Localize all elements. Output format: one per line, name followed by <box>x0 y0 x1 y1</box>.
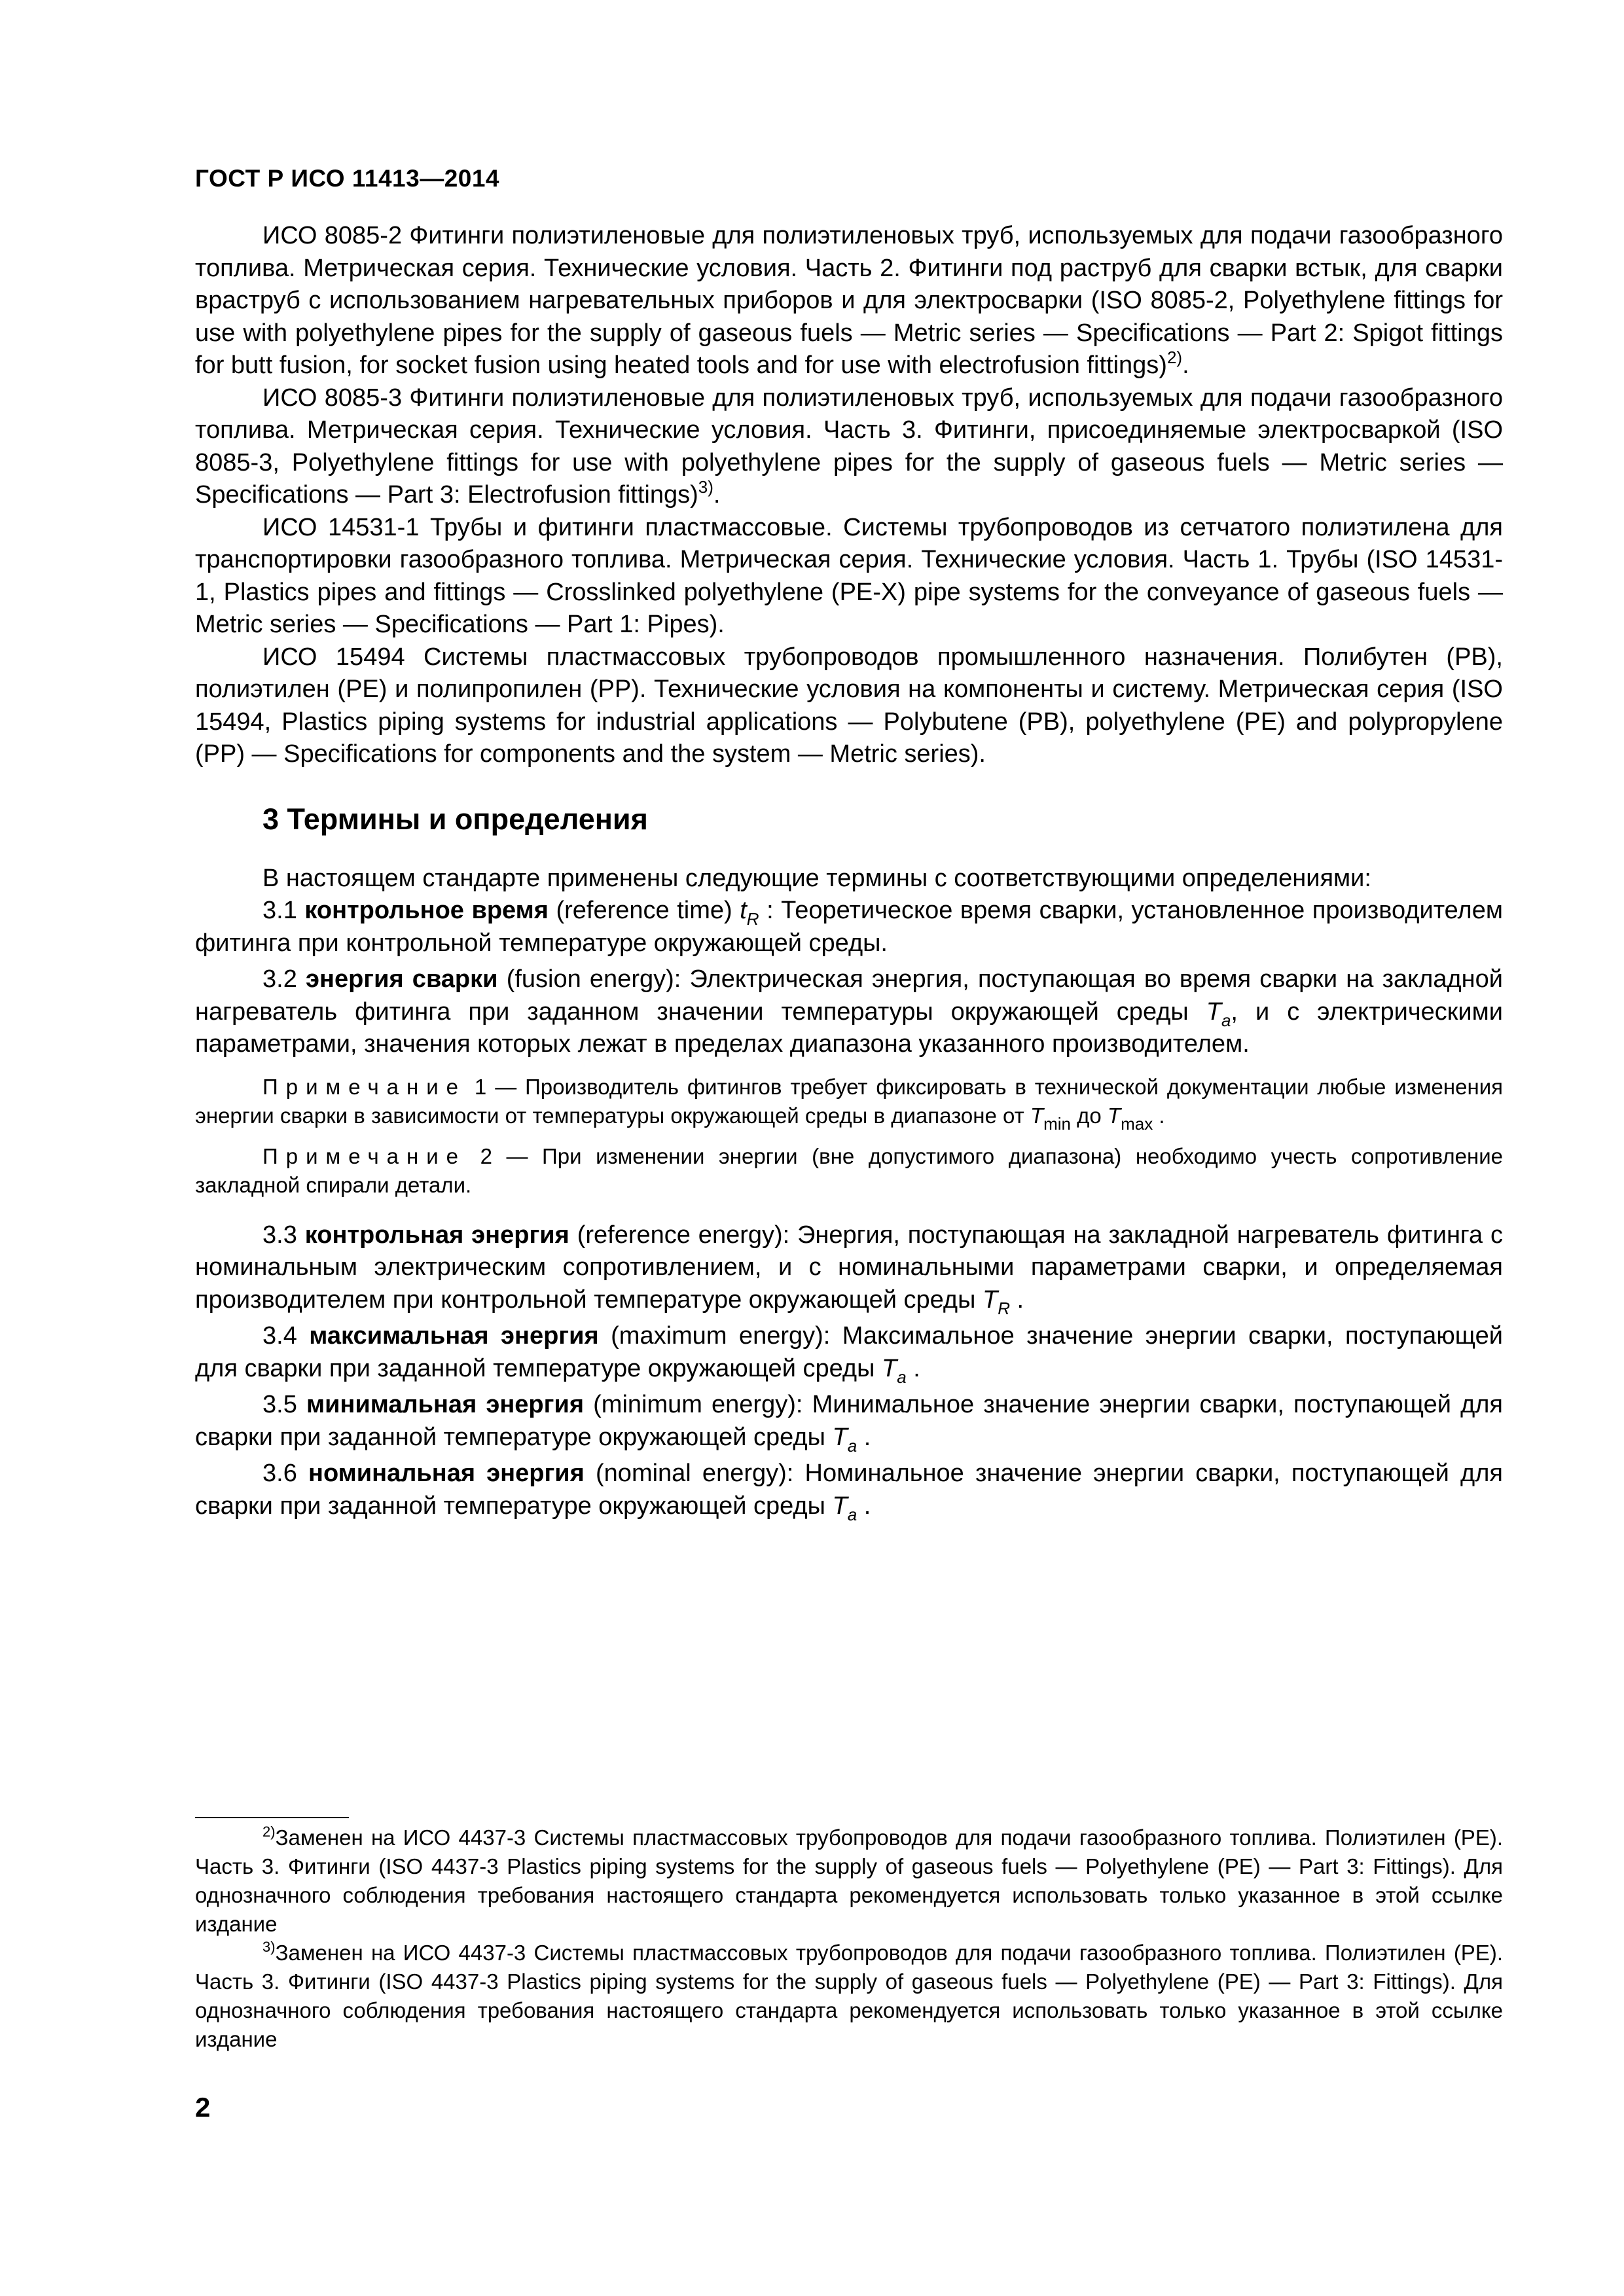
punctuation: . <box>913 1354 920 1382</box>
term-definition: : Электрическая энергия, поступающая во время сварки на закладной нагреватель фитинга при заданном значении температуры окружающей среды <box>195 965 1504 1026</box>
term-name: минимальная энергия <box>306 1391 585 1418</box>
term-number: 3.3 <box>262 1221 297 1249</box>
footnote-marker: 2) <box>1166 348 1183 367</box>
note-text: — Производитель фитингов требует фиксировать в технической документации любые изменения энергии сварки в зависимости от температуры окружающей среды в диапазоне от <box>195 1074 1504 1128</box>
term-symbol-subscript: R <box>998 1298 1010 1318</box>
footnote-text: Заменен на ИСО 4437-3 Системы пластмассовых трубопроводов для подачи газообразного топлива. Полиэтилен (PE). Часть 3. Фитинги (ISO 4437-3 Plastics piping systems for the supply of gaseous fuels — Polyethylene (PE) — Part 3: Fittings). Для однозначного соблюдения требования настоящего стандарта рекомендуется использовать только указанное в этой ссылке издание <box>195 1825 1503 1936</box>
page-number: 2 <box>195 2092 211 2123</box>
footnote-mark: 2) <box>262 1823 276 1840</box>
term-name: контрольное время <box>304 897 549 924</box>
term-name: контрольная энергия <box>304 1221 569 1249</box>
term-number: 3.1 <box>262 897 297 924</box>
punctuation: . <box>713 481 721 509</box>
term-number: 3.4 <box>262 1322 297 1350</box>
term-symbol: T <box>832 1492 848 1520</box>
symbol-subscript-max: max <box>1121 1113 1153 1134</box>
symbol-t-max: T <box>1107 1103 1121 1128</box>
note-number: 1 <box>474 1074 487 1099</box>
term-number: 3.6 <box>262 1460 297 1487</box>
term-3-5 <box>195 1389 1503 1454</box>
term-symbol-subscript: a <box>847 1435 857 1456</box>
term-number: 3.5 <box>262 1391 297 1418</box>
symbol-t-min: T <box>1030 1103 1044 1128</box>
note-label: Примечание <box>262 1143 467 1168</box>
term-english: (reference time) <box>556 897 732 924</box>
reference-text: ИСО 8085-3 Фитинги полиэтиленовые для полиэтиленовых труб, используемых для подачи газообразного топлива. Метрическая серия. Технические условия. Часть 3. Фитинги, присоединяемые электросваркой (ISO 8085-3, Polyethylene fittings for use with polyethylene pipes for the supply of gaseous fuels — Metric series — Specifications — Part 3: Electrofusion fittings) <box>195 384 1503 509</box>
footnote-separator <box>195 1817 349 1818</box>
term-definition-continued: , и с электрическими параметрами, значения которых лежат в пределах диапазона указанного производителем. <box>195 997 1503 1058</box>
term-name: энергия сварки <box>306 965 498 993</box>
term-english: (nominal energy) <box>596 1460 787 1487</box>
term-definition: : Номинальное значение энергии сварки, поступающей для сварки при заданной температуре окружающей среды <box>195 1460 1503 1520</box>
term-symbol: T <box>832 1423 848 1451</box>
punctuation: . <box>1017 1285 1024 1314</box>
term-english: (minimum energy) <box>593 1391 796 1418</box>
punctuation: . <box>1182 351 1189 379</box>
term-name: максимальная энергия <box>309 1322 599 1350</box>
footnote-mark: 3) <box>262 1939 276 1955</box>
term-number: 3.2 <box>262 965 297 993</box>
term-3-3 <box>195 1219 1503 1317</box>
section-title: 3 Термины и определения <box>262 802 648 836</box>
note-text: — При изменении энергии (вне допустимого диапазона) необходимо учесть сопротивление закладной спирали детали. <box>195 1143 1504 1197</box>
footnote-3 <box>195 1939 1503 2054</box>
term-3-2 <box>195 963 1503 1061</box>
term-3-6 <box>195 1458 1503 1522</box>
reference-iso-8085-2 <box>195 220 1503 382</box>
punctuation: . <box>1159 1103 1165 1128</box>
note-1 <box>195 1073 1504 1134</box>
term-3-4 <box>195 1320 1503 1385</box>
term-definition: : Минимальное значение энергии сварки, поступающей для сварки при заданной температуре окружающей среды <box>195 1391 1504 1451</box>
term-symbol-subscript: a <box>847 1504 857 1524</box>
term-english: (reference energy) <box>577 1221 783 1249</box>
term-definition: : Энергия, поступающая на закладной нагреватель фитинга с номинальным электрическим сопротивлением, и с номинальными параметрами сварки, и определяемая производителем при контрольной температуре окружающей среды <box>195 1221 1503 1314</box>
note-connector: до <box>1077 1103 1102 1128</box>
note-number: 2 <box>480 1143 492 1168</box>
footnote-2 <box>195 1823 1503 1939</box>
term-english: (fusion energy) <box>506 965 674 993</box>
reference-iso-15494: ИСО 15494 Системы пластмассовых трубопроводов промышленного назначения. Полибутен (PB), полиэтилен (PE) и полипропилен (PP). Технические условия на компоненты и систему. Метрическая серия (ISO 15494, Plastics piping systems for industrial applications — Polybutene (PB), polyethylene (PE) and polypropylene (PP) — Specifications for components and the system — Metric series). <box>195 643 1503 768</box>
reference-iso-14531-1: ИСО 14531-1 Трубы и фитинги пластмассовые. Системы трубопроводов из сетчатого полиэтилена для транспортировки газообразного топлива. Метрическая серия. Технические условия. Часть 1. Трубы (ISO 14531-1, Plastics pipes and fittings — Crosslinked polyethylene (PE-X) pipe systems for the conveyance of gaseous fuels — Metric series — Specifications — Part 1: Pipes). <box>195 513 1503 638</box>
note-2 <box>195 1142 1503 1200</box>
punctuation: . <box>863 1492 871 1520</box>
reference-iso-8085-3 <box>195 382 1503 512</box>
term-symbol: T <box>881 1354 897 1382</box>
term-symbol: t <box>740 897 747 924</box>
main-text <box>195 220 1503 1522</box>
term-symbol: T <box>982 1285 998 1314</box>
document-code-header: ГОСТ Р ИСО 11413—2014 <box>195 165 500 192</box>
term-definition: : Теоретическое время сварки, установленное производителем фитинга при контрольной температуре окружающей среды. <box>195 897 1503 957</box>
section-intro: В настоящем стандарте применены следующие термины с соответствующими определениями: <box>262 864 1371 892</box>
footnote-marker: 3) <box>698 477 713 497</box>
term-symbol: T <box>1206 997 1221 1026</box>
note-label: Примечание <box>262 1074 467 1099</box>
reference-text: ИСО 8085-2 Фитинги полиэтиленовые для полиэтиленовых труб, используемых для подачи газообразного топлива. Метрическая серия. Технические условия. Часть 2. Фитинги под раструб для сварки встык, для сварки враструб с использованием нагревательных приборов и для электросварки (ISO 8085-2, Polyethylene fittings for use with polyethylene pipes for the supply of gaseous fuels — Metric series — Specifications — Part 2: Spigot fittings for butt fusion, for socket fusion using heated tools and for use with electrofusion fittings) <box>195 222 1503 379</box>
term-definition: : Максимальное значение энергии сварки, поступающей для сварки при заданной температуре окружающей среды <box>195 1322 1503 1382</box>
footnotes <box>195 1823 1503 2054</box>
term-3-1 <box>195 895 1503 960</box>
term-english: (maximum energy) <box>611 1322 823 1350</box>
footnote-text: Заменен на ИСО 4437-3 Системы пластмассовых трубопроводов для подачи газообразного топлива. Полиэтилен (PE). Часть 3. Фитинги (ISO 4437-3 Plastics piping systems for the supply of gaseous fuels — Polyethylene (PE) — Part 3: Fittings). Для однозначного соблюдения требования настоящего стандарта рекомендуется использовать только указанное в этой ссылке издание <box>195 1941 1503 2051</box>
symbol-subscript-min: min <box>1043 1113 1071 1134</box>
punctuation: . <box>863 1423 871 1451</box>
term-symbol-subscript: R <box>746 909 759 929</box>
term-symbol-subscript: a <box>897 1367 907 1387</box>
term-symbol-subscript: a <box>1221 1010 1231 1030</box>
term-name: номинальная энергия <box>308 1460 585 1487</box>
